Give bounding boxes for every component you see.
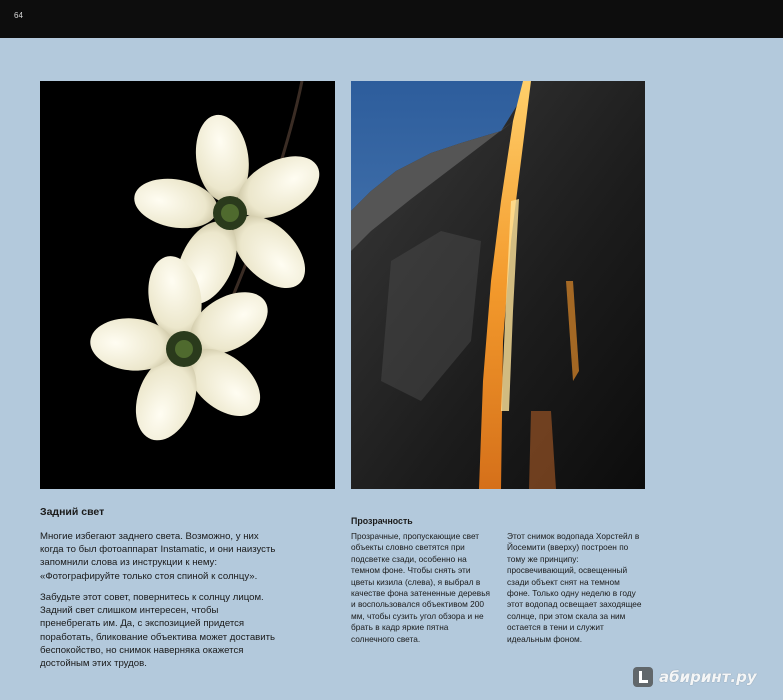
watermark-text: абиринт.ру	[659, 668, 757, 686]
backlight-advice-paragraph: Забудьте этот совет, повернитесь к солнцу лицом. Задний свет слишком интересен, чтобы пренебрегать им. Да, с экспозицией придется поработать, бликование объектива может доставить беспокойство, но снимок наверняка окажется достойным этих трудов.	[40, 592, 276, 670]
labirint-logo-icon	[633, 667, 653, 687]
top-bar	[0, 0, 783, 38]
transparency-heading: Прозрачность	[351, 516, 413, 526]
page-number: 64	[14, 11, 23, 20]
waterfall-illustration	[351, 81, 645, 489]
waterfall-photo	[351, 81, 645, 489]
transparency-column-1: Прозрачные, пропускающие свет объекты словно светятся при подсветке сзади, особенно на темном фоне. Чтобы снять эти цветы кизила (слева), я выбрал в качестве фона затененные деревья и воспользовался объективом 200 мм, чтобы сузить угол обзора и не брать в кадр яркие пятна солнечного света.	[351, 531, 491, 644]
flowers-illustration	[40, 81, 335, 489]
backlight-heading: Задний свет	[40, 506, 105, 518]
transparency-column-2: Этот снимок водопада Хорстейл в Йосемити (вверху) построен по тому же принципу: просвечивающий, освещенный сзади объект снят на темном фоне. Только одну неделю в году этот водопад освещает заходящее солнце, при этом скала за ним остается в тени и служит идеальным фоном.	[507, 531, 642, 644]
watermark	[633, 666, 757, 688]
backlight-intro-paragraph: Многие избегают заднего света. Возможно, у них когда то был фотоаппарат Instamatic, и они наизусть запомнили слова из инструкции к нему: «Фотографируйте только стоя спиной к солнцу».	[40, 531, 276, 582]
flowers-photo	[40, 81, 335, 489]
